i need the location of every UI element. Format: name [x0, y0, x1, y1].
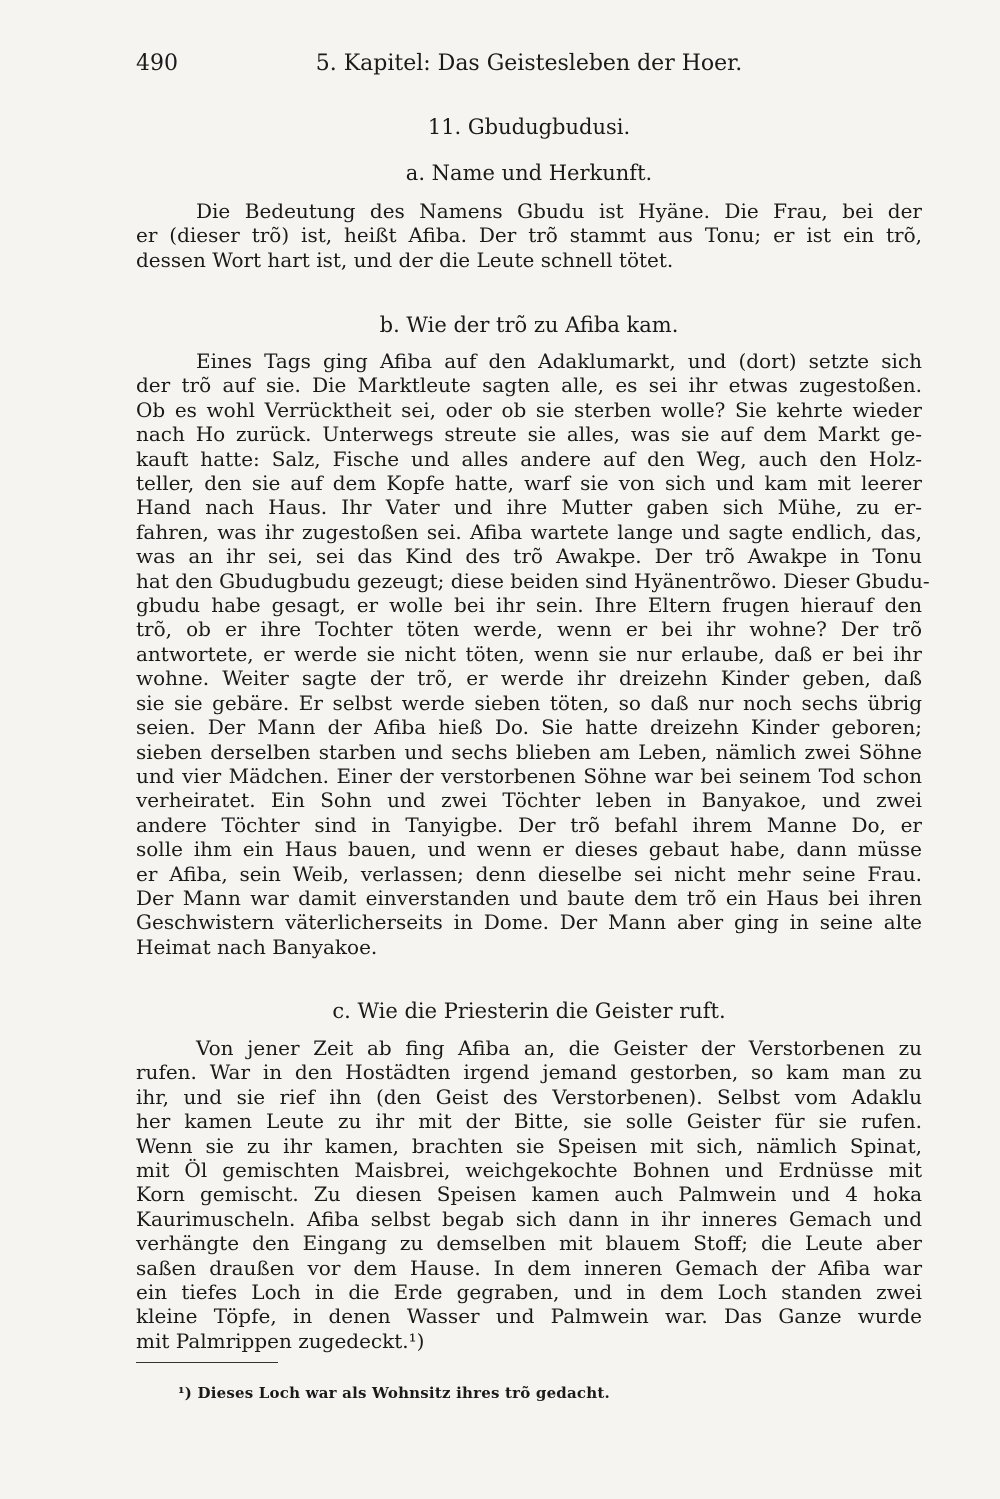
- text-line: fahren, was ihr zugestoßen sei. Afiba wartete lange und sagte endlich, das,: [136, 519, 922, 544]
- text-line: antwortete, er werde sie nicht töten, wenn sie nur erlaube, daß er bei ihr: [136, 641, 922, 666]
- text-line: rufen. War in den Hostädten irgend jemand gestorben, so kam man zu: [136, 1060, 922, 1085]
- text-line: Von jener Zeit ab fing Afiba an, die Geister der Verstorbenen zu: [196, 1036, 922, 1060]
- text-line: was an ihr sei, sei das Kind des trõ Awakpe. Der trõ Awakpe in Tonu: [136, 544, 922, 569]
- text-line: wohne. Weiter sagte der trõ, er werde ihr dreizehn Kinder geben, daß: [136, 666, 922, 691]
- text-line: der trõ auf sie. Die Marktleute sagten alle, es sei ihr etwas zugestoßen.: [136, 373, 922, 398]
- text-line: mit Palmrippen zugedeckt.¹): [136, 1328, 425, 1353]
- text-line: er Afiba, sein Weib, verlassen; denn dieselbe sei nicht mehr seine Frau.: [136, 861, 922, 886]
- text-line: andere Töchter sind in Tanyigbe. Der trõ befahl ihrem Manne Do, er: [136, 812, 922, 837]
- footnote: ¹) Dieses Loch war als Wohnsitz ihres trõ gedacht.: [178, 1384, 610, 1402]
- text-line: mit Öl gemischten Maisbrei, weichgekochte Bohnen und Erdnüsse mit: [136, 1158, 922, 1183]
- text-line: solle ihm ein Haus bauen, und wenn er dieses gebaut habe, dann müsse: [136, 837, 922, 862]
- chapter-section-heading: 11. Gbudugbudusi.: [427, 115, 631, 139]
- paragraph-b: [136, 349, 930, 959]
- text-line: Der Mann war damit einverstanden und baute dem trõ ein Haus bei ihren: [136, 885, 922, 910]
- running-title: 5. Kapitel: Das Geistesleben der Hoer.: [315, 51, 743, 76]
- text-line: ihr, und sie rief ihn (den Geist des Verstorbenen). Selbst vom Adaklu: [136, 1084, 922, 1109]
- text-line: Wenn sie zu ihr kamen, brachten sie Speisen mit sich, nämlich Spinat,: [136, 1133, 922, 1158]
- text-line: Korn gemischt. Zu diesen Speisen kamen auch Palmwein und 4 hoka: [136, 1182, 922, 1207]
- text-line: hat den Gbudugbudu gezeugt; diese beiden sind Hyänentrõwo. Dieser Gbudu-: [136, 568, 930, 593]
- text-line: her kamen Leute zu ihr mit der Bitte, sie solle Geister für sie rufen.: [136, 1109, 922, 1134]
- subsection-heading-c: c. Wie die Priesterin die Geister ruft.: [332, 999, 726, 1023]
- paragraph-a: [136, 199, 922, 272]
- text-line: sieben derselben starben und sechs blieben am Leben, nämlich zwei Söhne: [136, 739, 922, 764]
- text-line: verheiratet. Ein Sohn und zwei Töchter leben in Banyakoe, und zwei: [136, 788, 922, 813]
- text-line: verhängte den Eingang zu demselben mit blauem Stoff; die Leute aber: [136, 1231, 922, 1256]
- text-line: kauft hatte: Salz, Fische und alles andere auf den Weg, auch den Holz-: [136, 446, 922, 471]
- text-line: Ob es wohl Verrücktheit sei, oder ob sie sterben wolle? Sie kehrte wieder: [136, 397, 922, 422]
- text-line: kleine Töpfe, in denen Wasser und Palmwein war. Das Ganze wurde: [136, 1304, 922, 1329]
- text-line: dessen Wort hart ist, und der die Leute schnell tötet.: [136, 247, 674, 272]
- page-number: 490: [136, 51, 178, 76]
- text-line: ein tiefes Loch in die Erde gegraben, und in dem Loch standen zwei: [136, 1280, 922, 1305]
- text-line: gbudu habe gesagt, er wolle bei ihr sein. Ihre Eltern frugen hierauf den: [136, 593, 922, 618]
- text-line: teller, den sie auf dem Kopfe hatte, warf sie von sich und kam mit leerer: [136, 471, 922, 496]
- text-line: trõ, ob er ihre Tochter töten werde, wenn er bei ihr wohne? Der trõ: [136, 617, 922, 642]
- footnote-divider: [136, 1362, 278, 1363]
- text-line: Kaurimuscheln. Afiba selbst begab sich dann in ihr inneres Gemach und: [136, 1206, 922, 1231]
- subsection-heading-a: a. Name und Herkunft.: [405, 161, 653, 185]
- text-line: er (dieser trõ) ist, heißt Afiba. Der trõ stammt aus Tonu; er ist ein trõ,: [136, 223, 922, 248]
- text-line: sie sie gebäre. Er selbst werde sieben töten, so daß nur noch sechs übrig: [136, 690, 922, 715]
- text-line: saßen draußen vor dem Hause. In dem inneren Gemach der Afiba war: [136, 1255, 922, 1280]
- text-line: nach Ho zurück. Unterwegs streute sie alles, was sie auf dem Markt ge-: [136, 422, 922, 447]
- text-line: Hand nach Haus. Ihr Vater und ihre Mutter gaben sich Mühe, zu er-: [136, 495, 922, 520]
- paragraph-c: [136, 1036, 922, 1353]
- subsection-heading-b: b. Wie der trõ zu Afiba kam.: [379, 313, 679, 337]
- text-line: Eines Tags ging Afiba auf den Adaklumarkt, und (dort) setzte sich: [196, 349, 922, 373]
- text-line: Heimat nach Banyakoe.: [136, 934, 378, 959]
- text-line: und vier Mädchen. Einer der verstorbenen Söhne war bei seinem Tod schon: [136, 763, 922, 788]
- text-line: Geschwistern väterlicherseits in Dome. Der Mann aber ging in seine alte: [136, 910, 922, 935]
- text-line: seien. Der Mann der Afiba hieß Do. Sie hatte dreizehn Kinder geboren;: [136, 715, 922, 740]
- text-line: Die Bedeutung des Namens Gbudu ist Hyäne. Die Frau, bei der: [196, 199, 922, 223]
